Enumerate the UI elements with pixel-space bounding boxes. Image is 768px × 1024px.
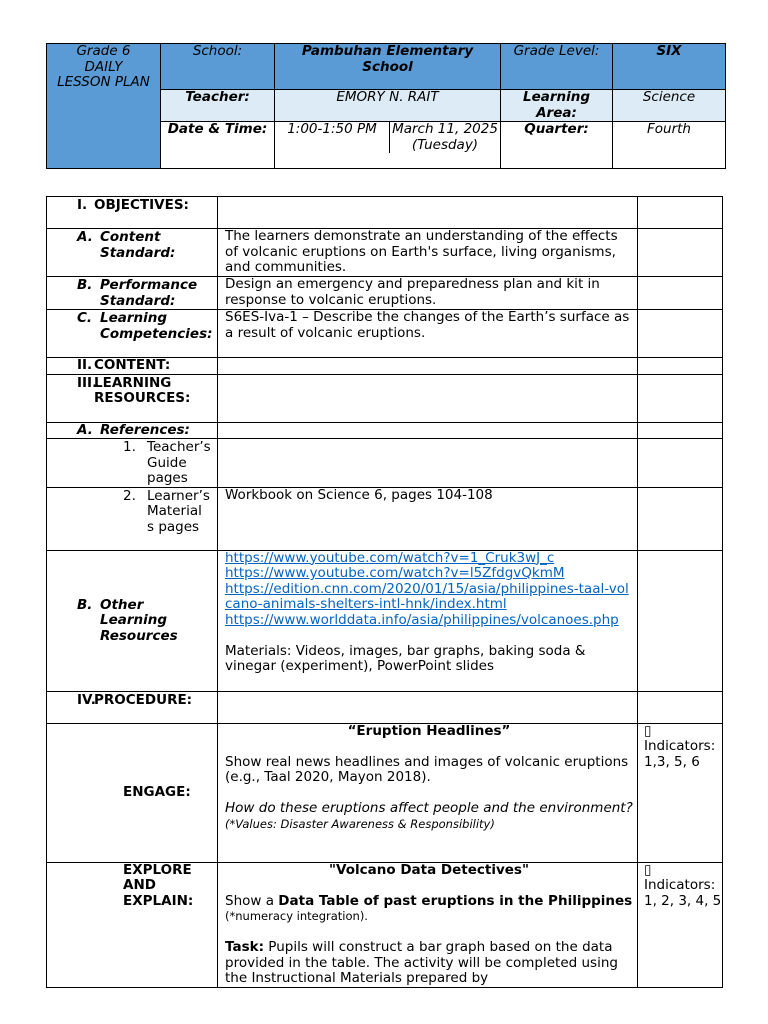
other-resources-label: Other Learning Resources bbox=[100, 596, 178, 644]
table-row bbox=[47, 197, 723, 229]
row-letter: A. bbox=[77, 229, 93, 245]
resource-link[interactable]: https://www.youtube.com/watch?v=l5ZfdgvQkmM bbox=[225, 565, 565, 581]
table-row bbox=[47, 439, 723, 488]
learners-material-text: Workbook on Science 6, pages 104-108 bbox=[218, 487, 638, 550]
table-row bbox=[47, 277, 723, 310]
teacher-value: EMORY N. RAIT bbox=[275, 90, 501, 122]
content-heading: CONTENT: bbox=[94, 357, 171, 373]
date-time-label: Date & Time: bbox=[161, 122, 275, 169]
row-letter: B. bbox=[77, 277, 93, 293]
content-standard-label: Content Standard: bbox=[100, 229, 176, 261]
explore-indicators: Indicators: 1, 2, 3, 4, 5 bbox=[644, 877, 722, 909]
indicator-checkbox-icon: ▯ bbox=[644, 722, 652, 739]
learners-material-label: Learner’s Material s pages bbox=[147, 487, 210, 535]
task-text: Pupils will construct a bar graph based on the data provided in the table. The activity will be completed using the Instructional Materials prepared by bbox=[225, 939, 618, 986]
table-row bbox=[47, 229, 723, 277]
grade-level-value: SIX bbox=[613, 44, 726, 90]
references-label: References: bbox=[100, 421, 190, 438]
date-time-cell bbox=[275, 122, 501, 169]
engage-text: Show real news headlines and images of volcanic eruptions (e.g., Taal 2020, Mayon 2018). bbox=[225, 753, 629, 785]
learning-resources-heading: LEARNING RESOURCES: bbox=[94, 374, 191, 406]
table-row bbox=[47, 422, 723, 439]
learning-area-label: Learning Area: bbox=[501, 90, 613, 122]
row-number: III. bbox=[77, 374, 98, 391]
explore-title: "Volcano Data Detectives" bbox=[328, 861, 529, 878]
table-row bbox=[47, 487, 723, 550]
numeracy-note: (*numeracy integration). bbox=[225, 909, 368, 923]
row-number: I. bbox=[77, 197, 88, 213]
grade-daily-lesson-plan-label: Grade 6 DAILY LESSON PLAN bbox=[47, 44, 161, 169]
engage-label: ENGAGE: bbox=[123, 783, 191, 800]
table-row bbox=[47, 723, 723, 862]
teacher-label: Teacher: bbox=[161, 90, 275, 122]
learning-area-value: Science bbox=[613, 90, 726, 122]
learning-competencies-label: Learning Competencies: bbox=[100, 310, 213, 342]
objectives-heading: OBJECTIVES: bbox=[94, 197, 189, 213]
table-row bbox=[47, 691, 723, 723]
time-value: 1:00-1:50 PM bbox=[275, 122, 390, 153]
task-label: Task: bbox=[225, 939, 264, 955]
table-row bbox=[47, 550, 723, 691]
grade-level-label: Grade Level: bbox=[501, 44, 613, 90]
quarter-label: Quarter: bbox=[501, 122, 613, 169]
quarter-value: Fourth bbox=[613, 122, 726, 169]
engage-title: “Eruption Headlines” bbox=[347, 722, 511, 739]
table-row bbox=[47, 374, 723, 422]
explore-explain-label: EXPLORE AND EXPLAIN: bbox=[123, 861, 194, 909]
explore-show-prefix: Show a bbox=[225, 892, 274, 909]
table-row bbox=[47, 310, 723, 358]
row-number: II. bbox=[77, 357, 93, 373]
lesson-plan-body bbox=[46, 196, 723, 988]
performance-standard-text: Design an emergency and preparedness plan and kit in response to volcanic eruptions. bbox=[218, 277, 638, 310]
explore-show-bold: Data Table of past eruptions in the Philippines bbox=[278, 892, 633, 909]
engage-indicators: Indicators: 1,3, 5, 6 bbox=[644, 738, 716, 770]
school-label: School: bbox=[161, 44, 275, 90]
resource-link[interactable]: https://edition.cnn.com/2020/01/15/asia/philippines-taal-volcano-animals-shelters-intl-hnk/index.html bbox=[225, 580, 629, 612]
row-number: 1. bbox=[123, 439, 136, 455]
resource-link[interactable]: https://www.worlddata.info/asia/philippines/volcanoes.php bbox=[225, 611, 619, 628]
content-standard-text: The learners demonstrate an understanding of the effects of volcanic eruptions on Earth's surface, living organisms, and communities. bbox=[218, 229, 638, 277]
date-value: March 11, 2025 (Tuesday) bbox=[392, 121, 498, 153]
row-number: IV. bbox=[77, 691, 96, 708]
school-value: Pambuhan Elementary School bbox=[275, 44, 501, 90]
procedure-heading: PROCEDURE: bbox=[94, 691, 193, 708]
row-number: 2. bbox=[123, 487, 136, 504]
resource-link[interactable]: https://www.youtube.com/watch?v=1_Cruk3wJ_c bbox=[225, 549, 555, 566]
learning-competencies-text: S6ES-Iva-1 – Describe the changes of the Earth’s surface as a result of volcanic eruptions. bbox=[218, 310, 638, 358]
performance-standard-label: Performance Standard: bbox=[100, 277, 198, 309]
lesson-plan-header bbox=[46, 43, 726, 169]
table-row bbox=[47, 862, 723, 987]
row-letter: B. bbox=[77, 596, 93, 613]
row-letter: A. bbox=[77, 421, 93, 438]
indicator-checkbox-icon: ▯ bbox=[644, 861, 652, 878]
engage-question: How do these eruptions affect people and the environment? bbox=[225, 800, 633, 816]
teachers-guide-label: Teacher’s Guide pages bbox=[147, 439, 211, 486]
materials-text: Materials: Videos, images, bar graphs, baking soda & vinegar (experiment), PowerPoint slides bbox=[225, 642, 586, 674]
row-letter: C. bbox=[77, 310, 93, 326]
values-note: (*Values: Disaster Awareness & Responsibility) bbox=[225, 816, 495, 831]
table-row bbox=[47, 358, 723, 375]
